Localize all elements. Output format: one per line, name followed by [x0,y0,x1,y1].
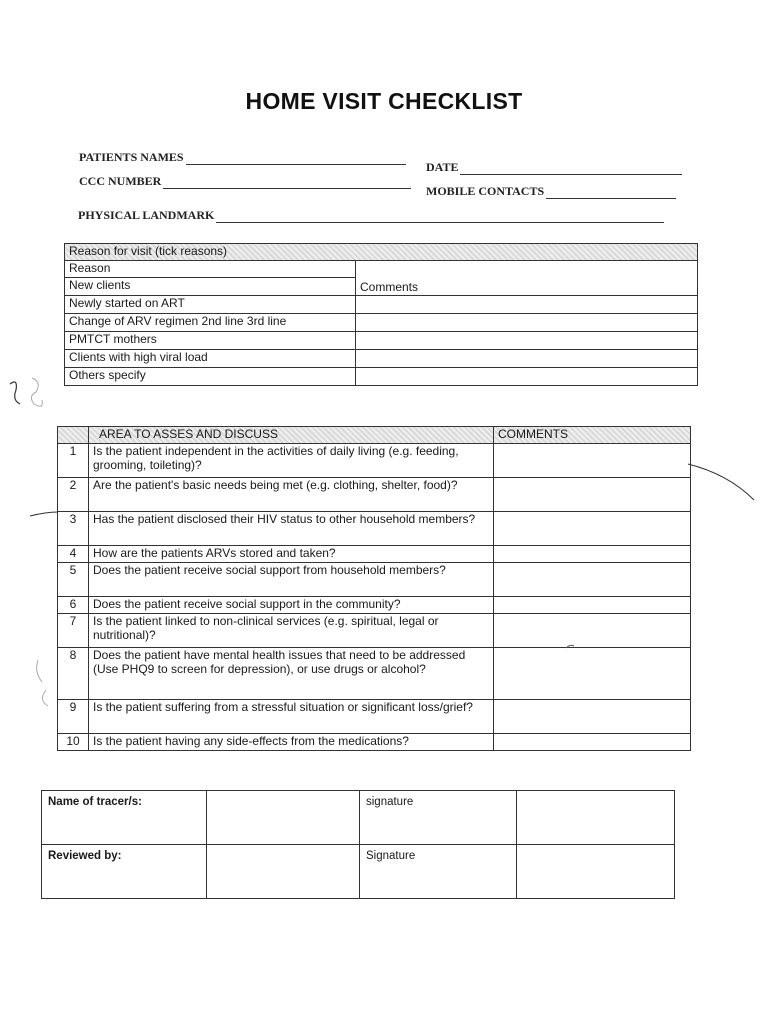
pen-mark [31,378,42,406]
pen-mark [10,382,20,404]
area-row-question: Are the patient's basic needs being met (e.g. clothing, shelter, food)? [89,478,494,512]
pen-mark [37,660,48,706]
area-row-number: 2 [58,478,89,512]
area-row-question: How are the patients ARVs stored and taken? [89,546,494,563]
reason-row: Others specify [65,368,356,386]
area-row-number: 3 [58,512,89,546]
document-title: HOME VISIT CHECKLIST [245,88,523,114]
reason-column-header: Reason [65,261,356,278]
comments-column-header: Comments [356,261,698,296]
area-row-number: 4 [58,546,89,563]
area-row-question: Does the patient receive social support in the community? [89,597,494,614]
area-row-number: 8 [58,648,89,700]
reason-row: PMTCT mothers [65,332,356,350]
reason-row: Clients with high viral load [65,350,356,368]
date-label: DATE [426,160,459,174]
area-row-question: Has the patient disclosed their HIV status to other household members? [89,512,494,546]
reason-row: Change of ARV regimen 2nd line 3rd line [65,314,356,332]
area-row-number: 5 [58,563,89,597]
area-row-question: Does the patient receive social support from household members? [89,563,494,597]
area-row-question: Is the patient independent in the activities of daily living (e.g. feeding, grooming, toileting)? [89,444,494,478]
reason-row: Newly started on ART [65,296,356,314]
pen-mark [688,464,754,500]
area-row-question: Is the patient suffering from a stressful situation or significant loss/grief? [89,700,494,734]
tracer-label: Name of tracer/s: [42,791,207,845]
reviewer-signature-label: Signature [360,845,517,899]
area-comments-header: COMMENTS [494,427,691,444]
area-table-heading: AREA TO ASSES AND DISCUSS [89,427,494,444]
area-row-number: 6 [58,597,89,614]
pen-mark [30,512,58,516]
patients-names-label: PATIENTS NAMES [79,150,184,164]
physical-landmark-label: PHYSICAL LANDMARK [78,208,215,222]
mobile-contacts-label: MOBILE CONTACTS [426,184,545,198]
reason-row: New clients [65,278,356,296]
area-row-question: Does the patient have mental health issues that need to be addressed (Use PHQ9 to screen for depression), or use drugs or alcohol? [89,648,494,700]
tracer-signature-label: signature [360,791,517,845]
reason-table-heading: Reason for visit (tick reasons) [65,244,698,261]
ccc-number-label: CCC NUMBER [79,174,162,188]
area-row-number: 10 [58,734,89,751]
area-row-question: Is the patient linked to non-clinical services (e.g. spiritual, legal or nutritional)? [89,614,494,648]
area-row-number: 1 [58,444,89,478]
reviewed-by-label: Reviewed by: [42,845,207,899]
area-row-number: 7 [58,614,89,648]
area-row-number: 9 [58,700,89,734]
pen-mark [566,645,574,648]
area-row-question: Is the patient having any side-effects from the medications? [89,734,494,751]
